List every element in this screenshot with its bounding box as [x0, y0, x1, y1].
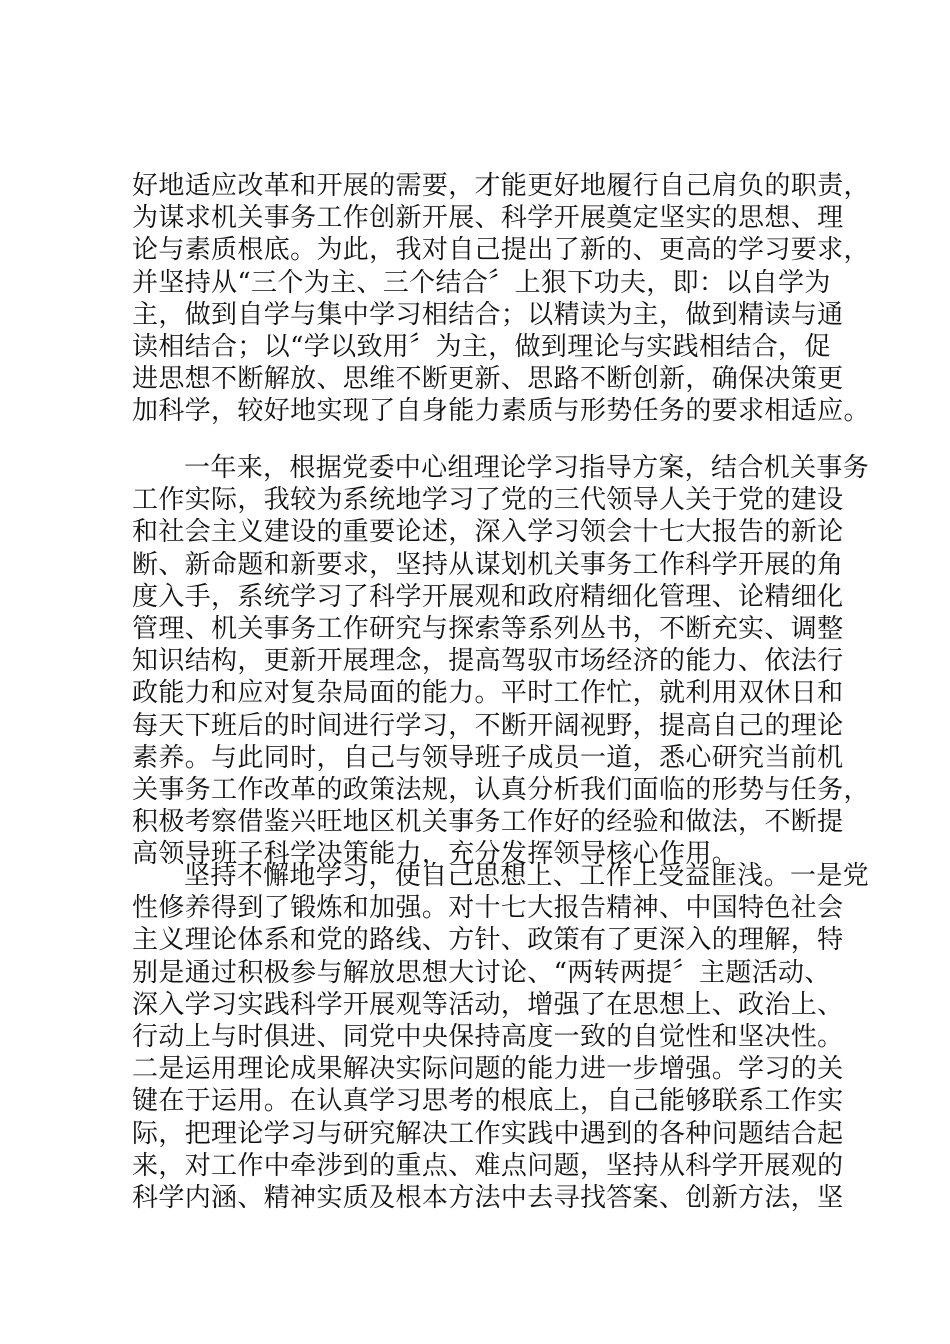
paragraph-line: 科学内涵、精神实质及根本方法中去寻找答案、创新方法，坚	[132, 1182, 844, 1213]
paragraph-line: 积极考察借鉴兴旺地区机关事务工作好的经验和做法，不断提	[132, 807, 844, 838]
paragraph-line: 政能力和应对复杂局面的能力。平时工作忙，就利用双休日和	[132, 678, 844, 709]
paragraph-line: 一年来，根据党委中心组理论学习指导方案，结合机关事务	[184, 453, 870, 483]
paragraph-line: 论与素质根底。为此，我对自己提出了新的、更高的学习要求，	[132, 235, 870, 266]
paragraph-2	[132, 452, 870, 870]
paragraph-line: 二是运用理论成果解决实际问题的能力进一步增强。学习的关	[132, 1054, 844, 1085]
paragraph-line: 素养。与此同时，自己与领导班子成员一道，悉心研究当前机	[132, 742, 844, 773]
paragraph-line: 关事务工作改革的政策法规，认真分析我们面临的形势与任务，	[132, 774, 870, 805]
paragraph-line: 度入手，系统学习了科学开展观和政府精细化管理、论精细化	[132, 581, 844, 612]
paragraph-3	[132, 860, 870, 1214]
paragraph-line: 和社会主义建设的重要论述，深入学习领会十七大报告的新论	[132, 517, 844, 548]
paragraph-line: 知识结构，更新开展理念，提高驾驭市场经济的能力、依法行	[132, 646, 844, 677]
paragraph-line: 主，做到自学与集中学习相结合；以精读为主，做到精读与通	[132, 299, 844, 330]
paragraph-line: 每天下班后的时间进行学习，不断开阔视野，提高自己的理论	[132, 710, 844, 741]
paragraph-line: 别是通过积极参与解放思想大讨论、“两转两提〞主题活动、	[132, 957, 831, 988]
paragraph-line: 性修养得到了锻炼和加强。对十七大报告精神、中国特色社会	[132, 893, 844, 924]
paragraph-line: 来，对工作中牵涉到的重点、难点问题，坚持从科学开展观的	[132, 1150, 844, 1181]
paragraph-line: 坚持不懈地学习，使自己思想上、工作上受益匪浅。一是党	[184, 861, 870, 891]
paragraph-line: 好地适应改革和开展的需要，才能更好地履行自己肩负的职责，	[132, 171, 870, 201]
paragraph-line: 行动上与时俱进、同党中央保持高度一致的自觉性和坚决性。	[132, 1021, 844, 1052]
paragraph-line: 为谋求机关事务工作创新开展、科学开展奠定坚实的思想、理	[132, 203, 844, 234]
paragraph-line: 管理、机关事务工作研究与探索等系列丛书，不断充实、调整	[132, 613, 844, 644]
paragraph-line: 深入学习实践科学开展观等活动，增强了在思想上、政治上、	[132, 989, 844, 1020]
paragraph-line: 读相结合；以“学以致用〞为主，做到理论与实践相结合，促	[132, 331, 831, 362]
paragraph-line: 进思想不断解放、思维不断更新、思路不断创新，确保决策更	[132, 364, 844, 395]
paragraph-line: 键在于运用。在认真学习思考的根底上，自己能够联系工作实	[132, 1086, 844, 1117]
paragraph-line: 加科学，较好地实现了自身能力素质与形势任务的要求相适应。	[132, 396, 870, 427]
paragraph-line: 工作实际，我较为系统地学习了党的三代领导人关于党的建设	[132, 485, 844, 516]
paragraph-line: 并坚持从“三个为主、三个结合〞上狠下功夫，即：以自学为	[132, 267, 831, 298]
paragraph-line: 断、新命题和新要求，坚持从谋划机关事务工作科学开展的角	[132, 549, 844, 580]
paragraph-line: 高领导班子科学决策能力，充分发挥领导核心作用。	[132, 839, 739, 870]
paragraph-line: 主义理论体系和党的路线、方针、政策有了更深入的理解，特	[132, 925, 844, 956]
paragraph-1	[132, 170, 870, 428]
paragraph-line: 际，把理论学习与研究解决工作实践中遇到的各种问题结合起	[132, 1118, 844, 1149]
